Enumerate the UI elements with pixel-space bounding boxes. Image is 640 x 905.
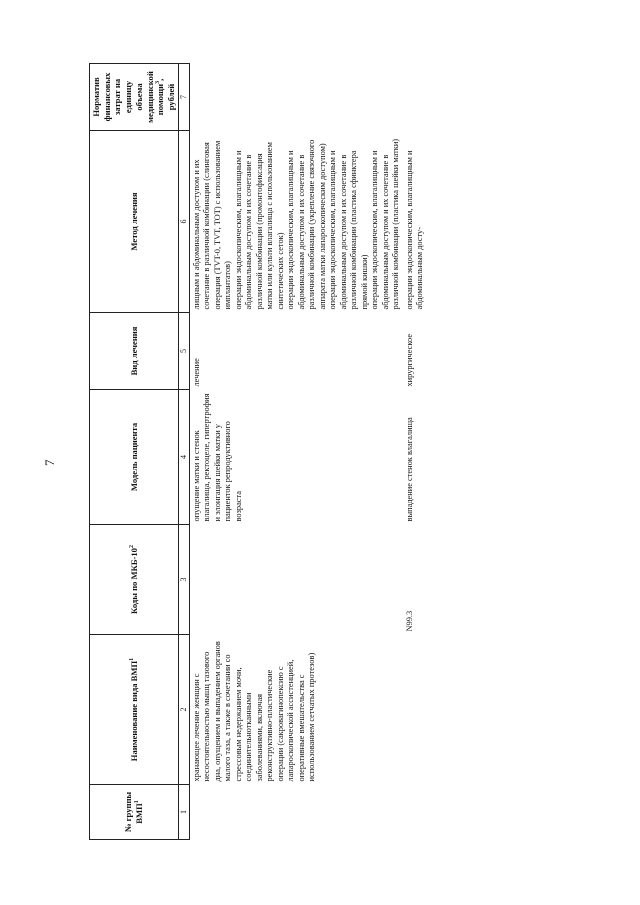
treatment-method-cell: операции эндоскопическим, влагалищным и абдоминальным досту- (404, 150, 425, 310)
vmp-name-cell: хранающее лечение женщин с несостоятельностью мышц тазового дна, опущением и выпадением органов малого таза, а также в сочетании со стрессовым недержанием мочи, соединительнотканными заболеваниями, включая реконструктивно-пластические операции (сакровагинопексию с лапароскопической ассистенцией, оперативные вмешательства с использованием сетчатых протезов) (191, 641, 317, 782)
header-icd-codes: Коды по МКБ-$10^2$ (90, 525, 179, 635)
method-item: операции эндоскопическим, влагалищным и абдоминальным доступом и их сочетание в различной комбинации (пластика шейки матки) (370, 138, 401, 310)
column-number: 1 (178, 785, 189, 840)
page-number: 7 (42, 459, 57, 466)
column-number: 7 (178, 64, 189, 131)
group-no-cell (403, 785, 427, 840)
column-number: 2 (178, 635, 189, 785)
header-group-no: № группы ВМП$^1$ (90, 785, 179, 840)
table-row (403, 64, 427, 840)
method-item: операции эндоскопическим, влагалищным и абдоминальным доступом и их сочетание в различной комбинации (пластика сфинктера прямой кишки) (328, 150, 369, 310)
column-number: 5 (178, 313, 189, 390)
header-row (90, 64, 179, 840)
header-cost-standard: Норматив финансовых затрат на единицу объема медицинской помощи$^3$, рублей (90, 64, 179, 131)
treatment-method-cell (189, 131, 403, 313)
table-row (189, 64, 403, 840)
treatment-type-cell: лечение (191, 358, 201, 387)
header-treatment-method: Метод лечения (90, 131, 179, 313)
header-patient-model: Модель пациента (90, 390, 179, 525)
column-number: 4 (178, 390, 189, 525)
column-number: 3 (178, 525, 189, 635)
cost-cell (403, 64, 427, 131)
method-item: операции эндоскопическим, влагалищным и абдоминальным доступом и их сочетание в различной комбинации (промонтофиксация матки или культи влагалища с использованием синтетических сеток) (233, 142, 285, 310)
method-item: операции эндоскопическим, влагалищным и абдоминальным доступом и их сочетание в различной комбинации (укрепление связочного аппарата матки лапароскопическим доступом) (286, 139, 327, 310)
patient-model-cell: выпадение стенок влагалища (404, 417, 414, 522)
vmp-table (89, 63, 427, 840)
group-no-cell (189, 785, 403, 840)
column-number-row (178, 64, 189, 840)
vmp-name-cell (403, 635, 427, 785)
icd-code-cell: N99.3 (404, 610, 414, 632)
cost-cell (189, 64, 403, 131)
treatment-type-cell: хирургическое (404, 333, 414, 387)
header-vmp-name: Наименование вида ВМП$^1$ (90, 635, 179, 785)
column-number: 6 (178, 131, 189, 313)
method-item: лищным и абдоминальным доступом и их сочетание в различной комбинации (слинговая операция (TVT-0, TVT, TOT) с использованием имплантатов) (191, 140, 233, 310)
header-treatment-type: Вид лечения (90, 313, 179, 390)
rotated-table-region (89, 64, 425, 840)
icd-code-cell (189, 525, 403, 635)
patient-model-cell: опущение матки и стенок влагалища, ректоцеле, гипертрофия и элонгация шейки матки у пациенток репродуктивного возраста (191, 393, 243, 522)
